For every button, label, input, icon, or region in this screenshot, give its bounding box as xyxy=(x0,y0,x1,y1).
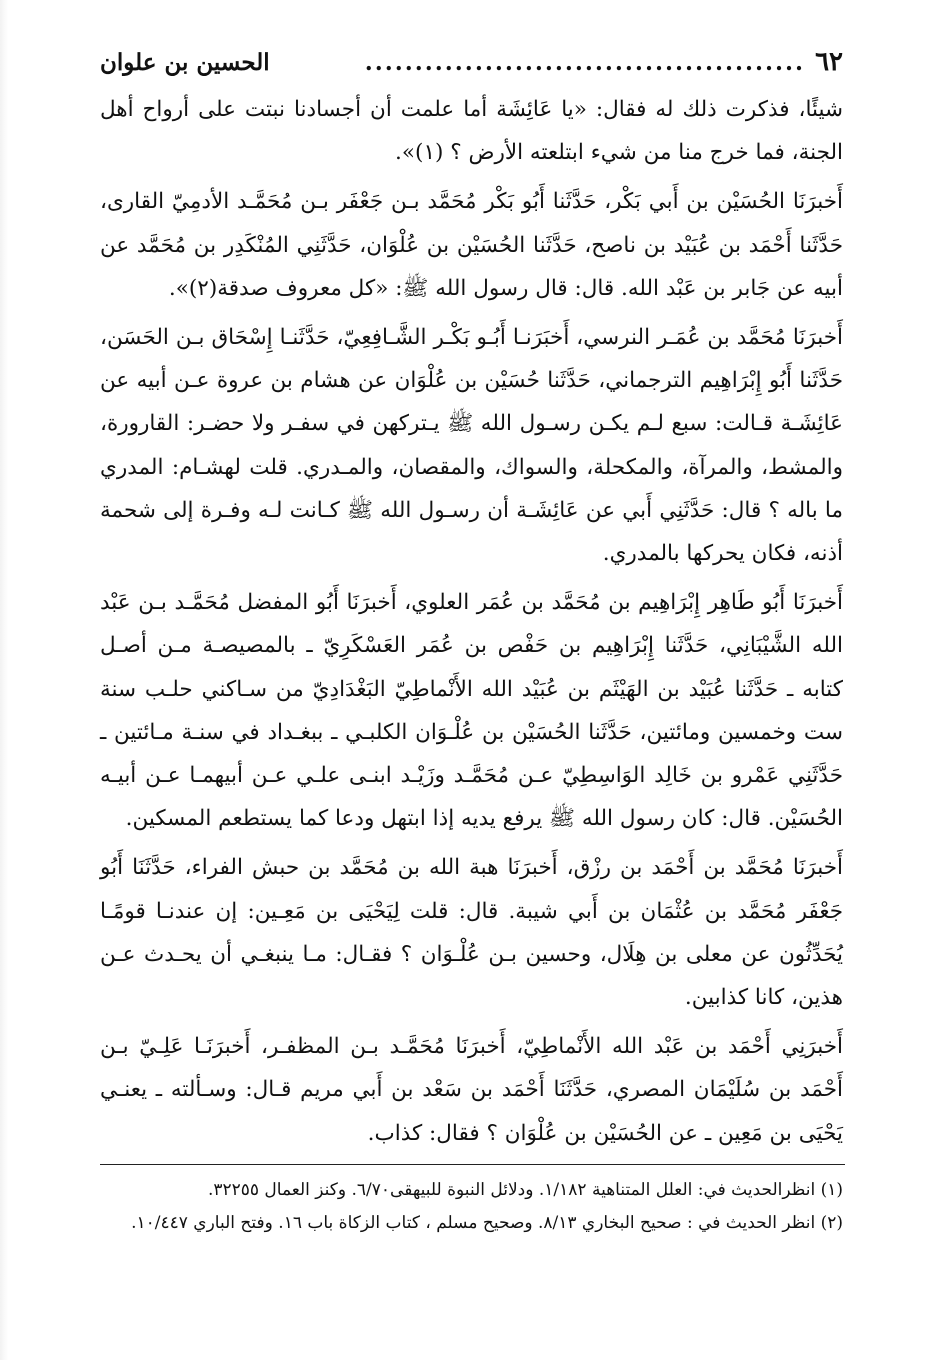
running-title: الحسين بن علوان xyxy=(100,48,270,76)
paragraph: أَخبرَنَا مُحَمَّد بن أَحْمَد بن رزْق، أَخبرَنَا هبة الله بن مُحَمَّد بن حبش الفراء، حَدَّثَنَا أَبُو جَعْفَر مُحَمَّد بن عُثْمَان بن أَبي شيبة. قال: قلت لِيَحْيَى بن مَعِـين: إن عندنـا قومًـا يُحَدِّثُون عن معلى بن هِلَال، وحسين بـن عُلْـوَان ؟ فقـال: مـا ينبغـي أن يحـدث عـن هذين، كانا كذابين. xyxy=(100,855,843,1011)
paragraph: أَخبرَنَا مُحَمَّد بن عُمَـر النرسي، أَخبَرَنـا أَبُـو بَكْـر الشَّـافِعِيّ، حَدَّثَنـا إِسْحَاق بـن الحَسَن، حَدَّثَنا أَبُو إِبْرَاهِيم الترجماني، حَدَّثَنا حُسَيْن بن عُلْوَان عن هشام بن عروة عـن أبيه عن عَائِشَـة قـالت: سبع لـم يكـن رسـول الله ﷺ يـتركهن في سفـر ولا حضـر: القارورة، والمشط، والمرآة، والمكحلة، والسواك، والمقصان، والمـدري. قلت لهشـام: المدري ما باله ؟ قال: حَدَّثَنِي أَبي عن عَائِشَـة أن رسـول الله ﷺ كـانت لـه وفـرة إلى شحمة أذنه، فكان يحركها بالمدري. xyxy=(100,325,843,567)
footnotes xyxy=(100,1176,843,1238)
footnote: (١) انظرالحديث في: العلل المتناهية ١/١٨٢. ودلائل النبوة للبيهقى٦/٧٠. وكنز العمال ٣٢٢٥٥. xyxy=(207,1180,843,1200)
header-dot-leader: ............................................ xyxy=(364,48,806,76)
footnote-separator xyxy=(100,1164,845,1166)
paragraph: شيئًا، فذكرت ذلك له فقال: «يا عَائِشَة أما علمت أن أجسادنا نبتت على أرواح أهل الجنة، فما خرج منا من شيء ابتلعته الأرض ؟ (١)». xyxy=(100,97,843,166)
running-header xyxy=(365,47,843,77)
footnote: (٢) انظر الحديث في : صحيح البخاري ٨/١٣. وصحيح مسلم ، كتاب الزكاة باب ١٦. وفتح الباري ١٠/٤٤٧. xyxy=(131,1213,843,1233)
paragraph: أَخبرَنَا الحُسَيْن بن أَبي بَكْر، حَدَّثَنا أَبُو بَكْر مُحَمَّد بـن جَعْفَر بـن مُحَمَّـد الأدمِيّ القارى، حَدَّثَنا أَحْمَد بن عُبَيْد بن ناصح، حَدَّثَنا الحُسَيْن بن عُلْوَان، حَدَّثَنِي المُنْكَدِر بن مُحَمَّد عن أبيه عن جَابر بن عَبْد الله. قال: قال رسول الله ﷺ: «كل معروف صدقة(٢)». xyxy=(100,189,843,301)
page-number: ٦٢ xyxy=(815,47,843,77)
scan-edge-shadow xyxy=(0,0,8,1360)
page-header xyxy=(100,40,843,84)
paragraph: أَخبرَنِي أَحْمَد بن عَبْد الله الأَنْماطِيّ، أَخبرَنَا مُحَمَّـد بـن المظفـر، أَخبرَنَـا عَلِـيّ بـن أَحْمَد بن سُلَيْمَان المصري، حَدَّثَنَا أَحْمَد بن سَعْد بن أَبي مريم قـال: وسـألته ـ يعنـي يَحْيَى بن مَعِين ـ عن الحُسَيْن بن عُلْوَان ؟ فقال: كذاب. xyxy=(100,1034,843,1146)
main-text xyxy=(100,88,843,1155)
paragraph: أَخبرَنَا أَبُو طَاهِر إِبْرَاهِيم بن مُحَمَّد بن عُمَر العلوي، أَخبرَنَا أَبُو المفضل مُحَمَّـد بـن عَبْد الله الشَّيْبَانِي، حَدَّثَنا إِبْرَاهِيم بن حَفْص بن عُمَر العَسْكَرِيّ ـ بالمصيصـة مـن أصـل كتابه ـ حَدَّثَنا عُبَيْد بن الهَيْثَم بن عُبَيْد الله الأَنْماطِيّ البَغْدَادِيّ من سـاكني حلـب سنة ست وخمسين ومائتين، حَدَّثَنا الحُسَيْن بن عُلْـوَان الكلبـي ـ ببغـداد في سنـة مـائتين ـ حَدَّثَنِي عَمْرو بن خَالِد الوَاسِطِيّ عـن مُحَمَّـد وزَيْـد ابنـى علـي عـن أبيهمـا عـن أبيـه الحُسَيْن. قال: كان رسول الله ﷺ يرفع يديه إذا ابتهل ودعا كما يستطعم المسكين. xyxy=(100,590,843,832)
